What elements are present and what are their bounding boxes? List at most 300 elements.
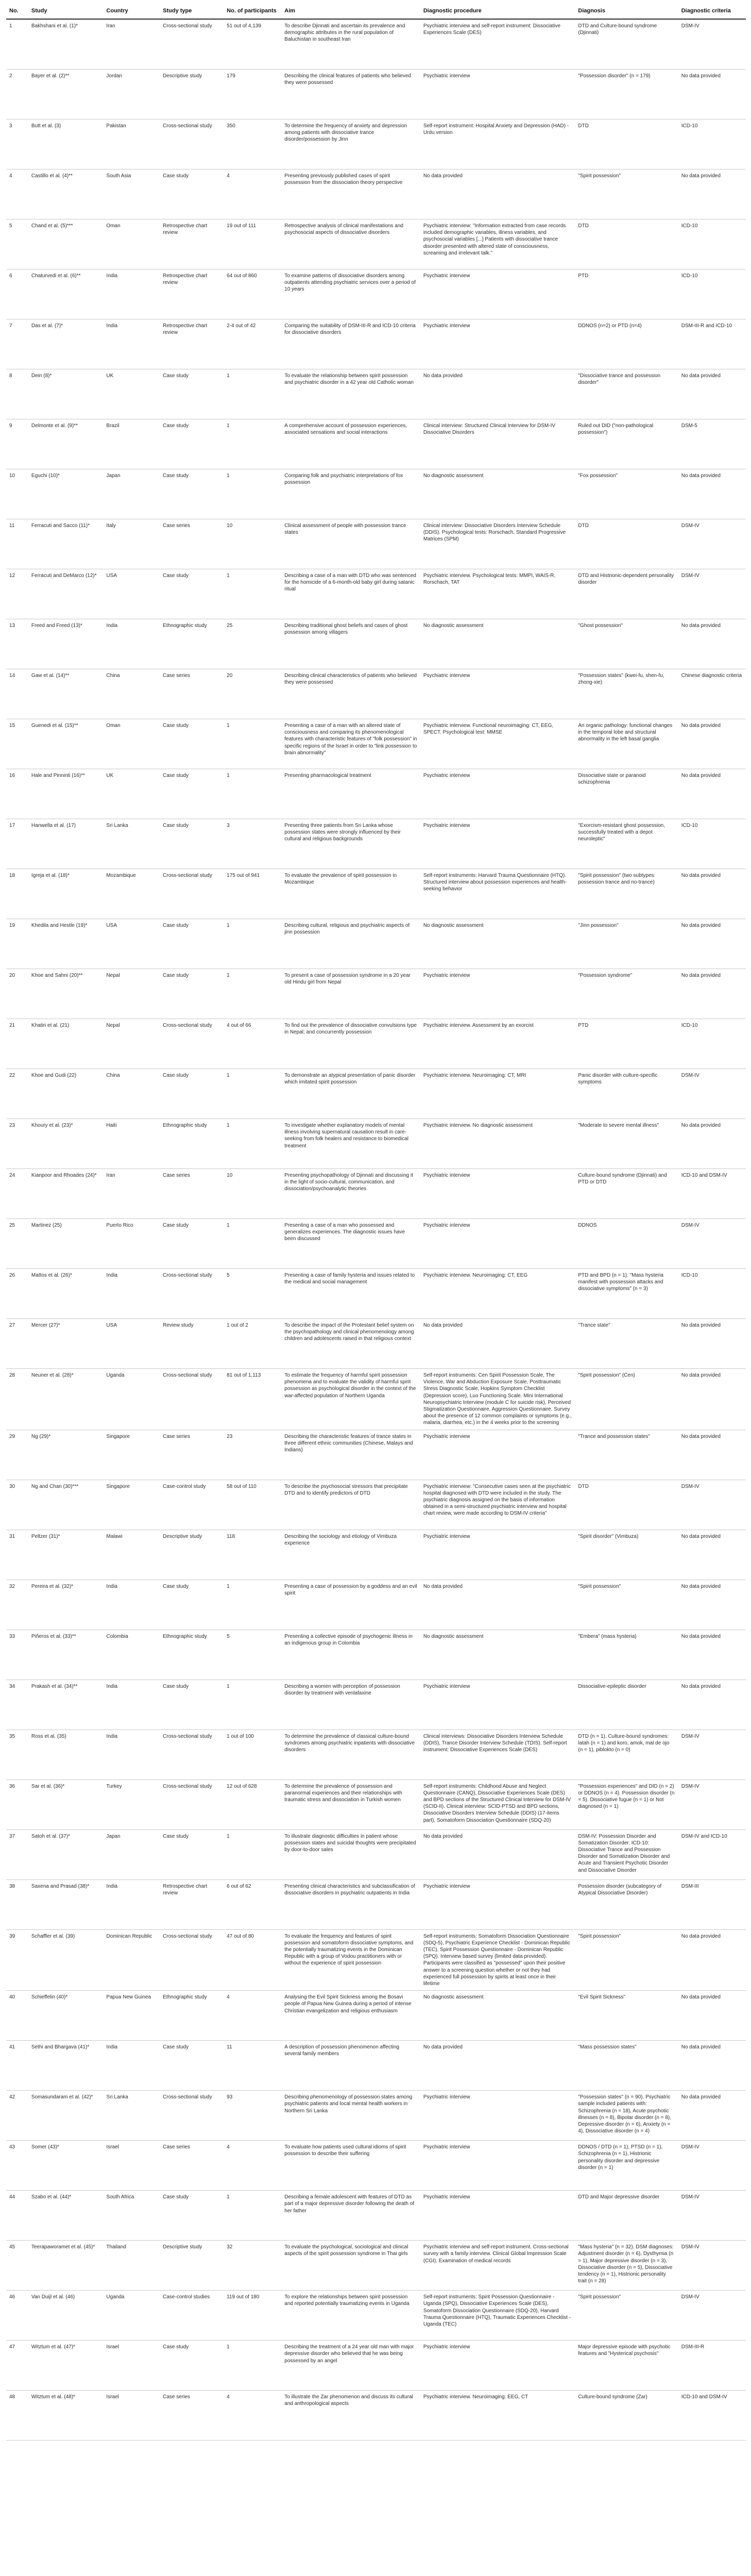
- cell-study-type: Case-control studies: [160, 2291, 224, 2341]
- cell-diagnosis: "Spirit disorder" (Vimbuza): [575, 1530, 678, 1580]
- cell-aim: Describing a female adolescent with features of DTD as part of a major depressive disorder following the death of her father: [281, 2191, 420, 2241]
- cell-study: Chand et al. (5)***: [28, 219, 104, 269]
- cell-no: 1: [6, 19, 28, 70]
- table-row: [6, 519, 746, 569]
- cell-diagnosis: "Trance and possession states": [575, 1430, 678, 1480]
- cell-diagnosis: "Ghost possession": [575, 619, 678, 669]
- cell-country: Israel: [103, 2141, 160, 2191]
- cell-diagnosis: DSM-IV: Possession Disorder and Somatization Disorder. ICD-10: Dissociative Trance and Possession Disorder and Somatization Disorder and Acute and Transient Psychotic Disorder and Dissociative Disorder: [575, 1829, 678, 1879]
- cell-diagnostic-procedure: Psychiatric interview: [420, 1680, 575, 1730]
- cell-study: Dein (8)*: [28, 369, 104, 419]
- cell-no: 23: [6, 1119, 28, 1169]
- cell-study: Khedila and Hestle (19)*: [28, 919, 104, 969]
- cell-aim: Presenting three patients from Sri Lanka whose possession states were strongly influenced by their cultural and religious backgrounds: [281, 819, 420, 869]
- cell-participants: 1: [224, 969, 281, 1019]
- cell-no: 5: [6, 219, 28, 269]
- cell-no: 44: [6, 2191, 28, 2241]
- cell-participants: 10: [224, 519, 281, 569]
- cell-diagnostic-criteria: DSM-III-R and ICD-10: [678, 319, 746, 369]
- cell-participants: 2-4 out of 42: [224, 319, 281, 369]
- cell-diagnostic-criteria: DSM-IV: [678, 19, 746, 70]
- cell-participants: 47 out of 80: [224, 1929, 281, 1991]
- cell-diagnostic-criteria: No data provided: [678, 2091, 746, 2141]
- cell-diagnostic-criteria: DSM-IV: [678, 1219, 746, 1269]
- cell-diagnostic-criteria: DSM-IV and ICD-10: [678, 1829, 746, 1879]
- cell-participants: 1: [224, 719, 281, 769]
- table-row: [6, 419, 746, 469]
- cell-participants: 3: [224, 819, 281, 869]
- cell-study-type: Retrospective chart review: [160, 319, 224, 369]
- cell-aim: Describing the clinical features of patients who believed they were possessed: [281, 70, 420, 120]
- cell-participants: 11: [224, 2041, 281, 2091]
- cell-no: 41: [6, 2041, 28, 2091]
- table-row: [6, 1430, 746, 1480]
- cell-aim: To describe Djinnati and ascertain its prevalence and demographic attributes in the rural population of Baluchistan in southeast Iran: [281, 19, 420, 70]
- cell-participants: 1: [224, 1119, 281, 1169]
- cell-diagnosis: "Possession states" (kwei-fu, shen-fu, zhong-xie): [575, 669, 678, 719]
- cell-study-type: Case study: [160, 719, 224, 769]
- cell-participants: 5: [224, 1630, 281, 1680]
- cell-no: 7: [6, 319, 28, 369]
- cell-diagnosis: "Trance state": [575, 1319, 678, 1369]
- cell-country: India: [103, 1269, 160, 1319]
- cell-diagnosis: "Possession disorder" (n = 179): [575, 70, 678, 120]
- cell-diagnostic-procedure: Psychiatric interview: [420, 1879, 575, 1929]
- cell-diagnostic-criteria: ICD-10: [678, 120, 746, 170]
- cell-study-type: Retrospective chart review: [160, 1879, 224, 1929]
- table-row: [6, 1369, 746, 1430]
- cell-diagnosis: PTD: [575, 1019, 678, 1069]
- cell-diagnostic-criteria: No data provided: [678, 1630, 746, 1680]
- cell-study: Delmonte et al. (9)**: [28, 419, 104, 469]
- cell-country: Israel: [103, 2391, 160, 2441]
- cell-no: 34: [6, 1680, 28, 1730]
- cell-diagnosis: "Embera" (mass hysteria): [575, 1630, 678, 1680]
- cell-diagnosis: "Fox possession": [575, 469, 678, 519]
- cell-participants: 175 out of 941: [224, 869, 281, 919]
- cell-aim: A description of possession phenomenon affecting several family members: [281, 2041, 420, 2091]
- cell-study-type: Case study: [160, 369, 224, 419]
- cell-diagnosis: DTD and Culture-bound syndrome (Djinnati): [575, 19, 678, 70]
- cell-study-type: Case series: [160, 2141, 224, 2191]
- cell-diagnostic-criteria: DSM-IV: [678, 519, 746, 569]
- cell-study: Castillo et al. (4)**: [28, 170, 104, 219]
- cell-diagnostic-criteria: No data provided: [678, 1991, 746, 2041]
- cell-participants: 1: [224, 1219, 281, 1269]
- cell-diagnostic-criteria: DSM-IV: [678, 2191, 746, 2241]
- cell-diagnosis: DTD: [575, 120, 678, 170]
- cell-aim: To find out the prevalence of dissociative convulsions type in Nepal; and concurrently possession: [281, 1019, 420, 1069]
- cell-no: 4: [6, 170, 28, 219]
- table-row: [6, 1879, 746, 1929]
- cell-no: 6: [6, 269, 28, 319]
- cell-aim: To evaluate the psychological, sociological and clinical aspects of the spirit possession syndrome in Thai girls: [281, 2241, 420, 2291]
- cell-diagnostic-criteria: Chinese diagnostic criteria: [678, 669, 746, 719]
- cell-study-type: Case series: [160, 669, 224, 719]
- cell-diagnostic-criteria: No data provided: [678, 1580, 746, 1630]
- cell-no: 37: [6, 1829, 28, 1879]
- cell-no: 35: [6, 1730, 28, 1780]
- cell-aim: To determine the prevalence of classical culture-bound syndromes among psychiatric inpatients with dissociative disorders: [281, 1730, 420, 1780]
- cell-country: Nepal: [103, 1019, 160, 1069]
- cell-diagnostic-procedure: Psychiatric interview. Neuroimaging: CT, EEG: [420, 1269, 575, 1319]
- cell-study-type: Descriptive study: [160, 1530, 224, 1580]
- cell-diagnostic-criteria: DSM-III: [678, 1879, 746, 1929]
- cell-no: 25: [6, 1219, 28, 1269]
- cell-diagnostic-procedure: Psychiatric interview: [420, 819, 575, 869]
- cell-participants: 10: [224, 1169, 281, 1219]
- cell-aim: Describing the sociology and etiology of Vimbuza experience: [281, 1530, 420, 1580]
- cell-participants: 179: [224, 70, 281, 120]
- cell-participants: 32: [224, 2241, 281, 2291]
- cell-aim: Presenting a case of family hysteria and issues related to the medical and social management: [281, 1269, 420, 1319]
- cell-no: 32: [6, 1580, 28, 1630]
- cell-study: Sar et al. (36)*: [28, 1780, 104, 1829]
- cell-country: Thailand: [103, 2241, 160, 2291]
- cell-diagnostic-criteria: No data provided: [678, 1530, 746, 1580]
- cell-country: UK: [103, 769, 160, 819]
- cell-study: Ng and Chan (30)***: [28, 1480, 104, 1530]
- cell-study-type: Case study: [160, 919, 224, 969]
- cell-diagnostic-criteria: DSM-IV: [678, 1480, 746, 1530]
- cell-study: Mercer (27)*: [28, 1319, 104, 1369]
- cell-study: Teerapaworamet et al. (45)*: [28, 2241, 104, 2291]
- cell-participants: 12 out of 628: [224, 1780, 281, 1829]
- cell-study-type: Cross-sectional study: [160, 120, 224, 170]
- cell-country: Singapore: [103, 1430, 160, 1480]
- cell-diagnostic-procedure: No diagnostic assessment: [420, 619, 575, 669]
- cell-study-type: Case series: [160, 1169, 224, 1219]
- cell-participants: 93: [224, 2091, 281, 2141]
- cell-study-type: Cross-sectional study: [160, 1730, 224, 1780]
- cell-aim: To illustrate diagnostic difficulties in patient whose possession states and suicidal thoughts were precipitated by door-to-door sales: [281, 1829, 420, 1879]
- cell-diagnostic-criteria: ICD-10 and DSM-IV: [678, 2391, 746, 2441]
- cell-diagnostic-criteria: DSM-IV: [678, 2241, 746, 2291]
- table-row: [6, 1630, 746, 1680]
- cell-no: 40: [6, 1991, 28, 2041]
- header-study-type: Study type: [160, 4, 224, 19]
- cell-diagnostic-criteria: ICD-10: [678, 819, 746, 869]
- cell-no: 29: [6, 1430, 28, 1480]
- cell-diagnostic-criteria: DSM-IV: [678, 1780, 746, 1829]
- cell-diagnostic-criteria: No data provided: [678, 1319, 746, 1369]
- cell-country: India: [103, 1680, 160, 1730]
- cell-country: South Africa: [103, 2191, 160, 2241]
- cell-study-type: Review study: [160, 1319, 224, 1369]
- cell-country: Turkey: [103, 1780, 160, 1829]
- cell-diagnosis: "Jinn possession": [575, 919, 678, 969]
- cell-diagnosis: "Mass possession states": [575, 2041, 678, 2091]
- cell-aim: Analysing the Evil Spirit Sickness among the Bosavi people of Papua New Guinea during a period of intense Christian evangelization and religious enthusiasm: [281, 1991, 420, 2041]
- cell-diagnostic-criteria: ICD-10: [678, 219, 746, 269]
- cell-diagnosis: PTD and BPD (n = 1). "Mass hysteria manifest with possession attacks and dissociative symptoms" (n = 3): [575, 1269, 678, 1319]
- cell-diagnostic-procedure: Psychiatric interview: [420, 1430, 575, 1480]
- cell-study-type: Case series: [160, 519, 224, 569]
- cell-study-type: Cross-sectional study: [160, 19, 224, 70]
- cell-diagnosis: PTD: [575, 269, 678, 319]
- cell-aim: To present a case of possession syndrome in a 20 year old Hindu girl from Nepal: [281, 969, 420, 1019]
- cell-diagnostic-procedure: No data provided: [420, 369, 575, 419]
- cell-diagnostic-criteria: No data provided: [678, 70, 746, 120]
- cell-participants: 4: [224, 1991, 281, 2041]
- cell-diagnostic-procedure: Psychiatric interview. Neuroimaging: EEG, CT: [420, 2391, 575, 2441]
- cell-aim: Presenting previously published cases of spirit possession from the dissociation theory perspective: [281, 170, 420, 219]
- cell-diagnostic-procedure: Psychiatric interview: [420, 2141, 575, 2191]
- cell-participants: 1: [224, 569, 281, 619]
- cell-country: Dominican Republic: [103, 1929, 160, 1991]
- cell-diagnostic-criteria: No data provided: [678, 469, 746, 519]
- cell-country: India: [103, 1879, 160, 1929]
- table-row: [6, 769, 746, 819]
- header-row: [6, 4, 746, 19]
- cell-participants: 23: [224, 1430, 281, 1480]
- cell-aim: To evaluate how patients used cultural idioms of spirit possession to describe their suffering: [281, 2141, 420, 2191]
- cell-diagnosis: DTD and Histrionic-dependent personality disorder: [575, 569, 678, 619]
- table-row: [6, 1269, 746, 1319]
- cell-country: India: [103, 269, 160, 319]
- table-row: [6, 1991, 746, 2041]
- cell-diagnostic-procedure: Psychiatric interview: "Information extracted from case records included demographic variables, illness variables, and psychosocial variables [...] Patients with dissociative trance disorder presented with altered state of consciousness, screaming and irrelevant talk.": [420, 219, 575, 269]
- cell-diagnosis: Dissociative-epileptic disorder: [575, 1680, 678, 1730]
- cell-country: UK: [103, 369, 160, 419]
- cell-aim: Comparing folk and psychiatric interpretations of fox possession: [281, 469, 420, 519]
- cell-no: 42: [6, 2091, 28, 2141]
- cell-study: Saxena and Prasad (38)*: [28, 1879, 104, 1929]
- cell-country: USA: [103, 919, 160, 969]
- table-row: [6, 1219, 746, 1269]
- cell-study-type: Case study: [160, 769, 224, 819]
- cell-diagnostic-procedure: No data provided: [420, 1829, 575, 1879]
- cell-study-type: Cross-sectional study: [160, 1780, 224, 1829]
- cell-aim: To evaluate the prevalence of spirit possession in Mozambique: [281, 869, 420, 919]
- cell-study-type: Cross-sectional study: [160, 1369, 224, 1430]
- cell-study: Igreja et al. (18)*: [28, 869, 104, 919]
- cell-diagnosis: "Dissociative trance and possession disorder": [575, 369, 678, 419]
- cell-diagnostic-procedure: Psychiatric interview: [420, 769, 575, 819]
- cell-study-type: Cross-sectional study: [160, 1929, 224, 1991]
- cell-participants: 4: [224, 2141, 281, 2191]
- cell-study: Schaffler et al. (39): [28, 1929, 104, 1991]
- table-row: [6, 120, 746, 170]
- cell-aim: Presenting a case of possession by a goddess and an evil spirit: [281, 1580, 420, 1630]
- cell-diagnostic-procedure: No data provided: [420, 2041, 575, 2091]
- cell-study-type: Case study: [160, 419, 224, 469]
- cell-study: Khatiri et al. (21): [28, 1019, 104, 1069]
- cell-diagnosis: An organic pathology: functional changes in the temporal lobe and structural abnormality in the left basal ganglia: [575, 719, 678, 769]
- table-row: [6, 2191, 746, 2241]
- cell-diagnosis: "Possession states" (n = 90). Psychiatric sample included patients with: Schizophrenia (n = 18), Acute psychotic illnesses (n = 8), Bipolar disorder (n = 8), Depressive disorder (n = 6), Anxiety (n = 4), Dissociative disorder (n = 4): [575, 2091, 678, 2141]
- cell-diagnostic-procedure: No diagnostic assessment: [420, 469, 575, 519]
- cell-participants: 4: [224, 170, 281, 219]
- cell-diagnostic-criteria: No data provided: [678, 869, 746, 919]
- table-row: [6, 919, 746, 969]
- cell-study-type: Case study: [160, 819, 224, 869]
- cell-diagnostic-criteria: No data provided: [678, 1929, 746, 1991]
- cell-study: Khoe and Gudi (22): [28, 1069, 104, 1119]
- cell-no: 13: [6, 619, 28, 669]
- table-row: [6, 1019, 746, 1069]
- cell-participants: 64 out of 860: [224, 269, 281, 319]
- cell-aim: Describing the treatment of a 24 year old man with major depressive disorder who believed that he was being possessed by an angel: [281, 2341, 420, 2391]
- cell-study: Van Duijl et al. (46): [28, 2291, 104, 2341]
- cell-diagnostic-procedure: Self-report instrument: Hospital Anxiety and Depression (HAD) - Urdu version: [420, 120, 575, 170]
- cell-aim: Describing clinical characteristics of patients who believed they were possessed: [281, 669, 420, 719]
- cell-country: Sri Lanka: [103, 819, 160, 869]
- cell-diagnostic-procedure: No data provided: [420, 1580, 575, 1630]
- cell-study-type: Case study: [160, 969, 224, 1019]
- table-row: [6, 269, 746, 319]
- cell-participants: 5: [224, 1269, 281, 1319]
- cell-diagnostic-criteria: DSM-IV: [678, 2141, 746, 2191]
- table-row: [6, 1530, 746, 1580]
- cell-study: Guenedi et al. (15)**: [28, 719, 104, 769]
- cell-country: USA: [103, 569, 160, 619]
- table-row: [6, 1829, 746, 1879]
- header-diagnostic-procedure: Diagnostic procedure: [420, 4, 575, 19]
- cell-study: Ng (29)*: [28, 1430, 104, 1480]
- cell-country: Brazil: [103, 419, 160, 469]
- cell-study: Martinez (25): [28, 1219, 104, 1269]
- cell-no: 18: [6, 869, 28, 919]
- cell-aim: Presenting a case of a man with an altered state of consciousness and comparing its phenomenological features with characteristic features of "folk possession" in specific regions of the Israel in order to "link possession to brain abnormality": [281, 719, 420, 769]
- table-header: [6, 4, 746, 19]
- cell-country: India: [103, 1580, 160, 1630]
- cell-country: Sri Lanka: [103, 2091, 160, 2141]
- cell-no: 30: [6, 1480, 28, 1530]
- cell-diagnosis: DTD: [575, 219, 678, 269]
- cell-diagnostic-procedure: No data provided: [420, 1319, 575, 1369]
- cell-aim: Clinical assessment of people with possession trance states: [281, 519, 420, 569]
- cell-no: 28: [6, 1369, 28, 1430]
- cell-study-type: Retrospective chart review: [160, 269, 224, 319]
- cell-aim: Describing cultural, religious and psychiatric aspects of jinn possession: [281, 919, 420, 969]
- cell-study-type: Descriptive study: [160, 70, 224, 120]
- table-row: [6, 669, 746, 719]
- cell-aim: To evaluate the relationship between spirit possession and psychiatric disorder in a 42 year old Catholic woman: [281, 369, 420, 419]
- cell-diagnostic-procedure: Psychiatric interview: "Consecutive cases seen at the psychiatric hospital diagnosed with DTD were included in the study. The psychiatric diagnosis assigned on the basis of information obtained in a semi-structured psychiatric interview and hospital chart review, were made according to DSM-IV criteria": [420, 1480, 575, 1530]
- cell-participants: 1 out of 2: [224, 1319, 281, 1369]
- cell-diagnostic-criteria: ICD-10: [678, 269, 746, 319]
- cell-no: 24: [6, 1169, 28, 1219]
- table-row: [6, 1730, 746, 1780]
- table-row: [6, 1069, 746, 1119]
- cell-aim: To demonstrate an atypical presentation of panic disorder which imitated spirit possession: [281, 1069, 420, 1119]
- table-row: [6, 319, 746, 369]
- cell-diagnosis: DDNOS / DTD (n = 1), PTSD (n = 1), Schizophrenia (n = 1), Histrionic personality disorder and depressive disorder (n = 1): [575, 2141, 678, 2191]
- cell-country: Japan: [103, 1829, 160, 1879]
- cell-diagnostic-criteria: No data provided: [678, 170, 746, 219]
- cell-study-type: Descriptive study: [160, 2241, 224, 2291]
- cell-study: Szabo et al. (44)*: [28, 2191, 104, 2241]
- table-row: [6, 1319, 746, 1369]
- table-row: [6, 2041, 746, 2091]
- cell-country: Uganda: [103, 1369, 160, 1430]
- table-body: [6, 19, 746, 2441]
- cell-country: Japan: [103, 469, 160, 519]
- cell-diagnosis: DDNOS: [575, 1219, 678, 1269]
- cell-no: 19: [6, 919, 28, 969]
- cell-no: 17: [6, 819, 28, 869]
- cell-no: 33: [6, 1630, 28, 1680]
- cell-country: India: [103, 619, 160, 669]
- cell-diagnostic-procedure: Self-report instruments: Somatoform Dissociation Questionnaire (SDQ-5), Psychiatric Experience Checklist - Dominican Republic (TEC), Spirit Possession Questionnaire - Dominican Republic (SPQ). Interview based survey (limited data provided). Participants were classified as "possessed" upon their positive answer to a screening question whether or not they had experienced full possession by spirits at least once in their lifetime: [420, 1929, 575, 1991]
- cell-participants: 51 out of 4,139: [224, 19, 281, 70]
- table-row: [6, 469, 746, 519]
- cell-participants: 1: [224, 1580, 281, 1630]
- cell-participants: 1: [224, 1829, 281, 1879]
- header-study: Study: [28, 4, 104, 19]
- cell-diagnostic-criteria: DSM-IV: [678, 569, 746, 619]
- cell-aim: Describing a case of a man with DTD who was sentenced for the homicide of a 6-month-old baby girl during satanic ritual: [281, 569, 420, 619]
- header-no: No.: [6, 4, 28, 19]
- table-row: [6, 569, 746, 619]
- cell-study-type: Case series: [160, 2391, 224, 2441]
- cell-study: Gaw et al. (14)**: [28, 669, 104, 719]
- cell-diagnostic-criteria: No data provided: [678, 1369, 746, 1430]
- cell-aim: To examine patterns of dissociative disorders among outpatients attending psychiatric services over a period of 10 years: [281, 269, 420, 319]
- cell-study: Butt et al. (3): [28, 120, 104, 170]
- cell-diagnostic-procedure: No diagnostic assessment: [420, 919, 575, 969]
- cell-diagnostic-criteria: ICD-10: [678, 1269, 746, 1319]
- cell-no: 20: [6, 969, 28, 1019]
- cell-aim: Presenting pharmacological treatment: [281, 769, 420, 819]
- cell-aim: To evaluate the frequency and features of spirit possession and somatoform dissociative symptoms, and the potentially traumatizing events in the Dominican Republic with a group of Vodou practitioners with or without the experience of spirit possession: [281, 1929, 420, 1991]
- cell-study-type: Case study: [160, 1680, 224, 1730]
- cell-diagnostic-procedure: Clinical interviews: Dissociative Disorders Interview Schedule (DDIS), Trance Disorder Interview Schedule (TDIS). Self-report instrument: Dissociative Experiences Scale (DES): [420, 1730, 575, 1780]
- cell-participants: 19 out of 111: [224, 219, 281, 269]
- table-row: [6, 2291, 746, 2341]
- cell-participants: 1: [224, 369, 281, 419]
- header-country: Country: [103, 4, 160, 19]
- cell-diagnostic-criteria: DSM-III-R: [678, 2341, 746, 2391]
- table-row: [6, 1680, 746, 1730]
- cell-diagnostic-procedure: Psychiatric interview: [420, 2191, 575, 2241]
- header-aim: Aim: [281, 4, 420, 19]
- cell-no: 38: [6, 1879, 28, 1929]
- cell-study-type: Case study: [160, 569, 224, 619]
- cell-no: 8: [6, 369, 28, 419]
- cell-diagnostic-criteria: No data provided: [678, 919, 746, 969]
- cell-diagnostic-procedure: Psychiatric interview and self-report instrument: Dissociative Experiences Scale (DES): [420, 19, 575, 70]
- cell-diagnostic-criteria: No data provided: [678, 969, 746, 1019]
- cell-country: Oman: [103, 719, 160, 769]
- cell-study: Pereira et al. (32)*: [28, 1580, 104, 1630]
- cell-aim: Describing a women with perception of possession disorder by treatment with venlafaxine: [281, 1680, 420, 1730]
- table-row: [6, 2091, 746, 2141]
- cell-participants: 20: [224, 669, 281, 719]
- cell-study-type: Case study: [160, 1069, 224, 1119]
- cell-study: Eguchi (10)*: [28, 469, 104, 519]
- cell-study: Das et al. (7)*: [28, 319, 104, 369]
- cell-aim: Comparing the suitability of DSM-III-R and ICD-10 criteria for dissociative disorders: [281, 319, 420, 369]
- cell-diagnostic-criteria: No data provided: [678, 769, 746, 819]
- table-row: [6, 70, 746, 120]
- cell-diagnosis: "Spirit possession" (two subtypes: possession trance and no-trance): [575, 869, 678, 919]
- cell-study: Neuner et al. (28)*: [28, 1369, 104, 1430]
- cell-country: Malawi: [103, 1530, 160, 1580]
- table-row: [6, 2391, 746, 2441]
- cell-country: India: [103, 1730, 160, 1780]
- cell-aim: To describe the impact of the Protestant belief system on the psychopathology and clinical phenomenology among children and adolescents raised in that religious context: [281, 1319, 420, 1369]
- table-row: [6, 619, 746, 669]
- cell-participants: 6 out of 62: [224, 1879, 281, 1929]
- cell-diagnostic-procedure: Psychiatric interview: [420, 319, 575, 369]
- cell-diagnostic-procedure: No data provided: [420, 170, 575, 219]
- cell-no: 11: [6, 519, 28, 569]
- cell-diagnostic-criteria: DSM-IV: [678, 2291, 746, 2341]
- cell-study: Piñeros et al. (33)**: [28, 1630, 104, 1680]
- cell-diagnostic-procedure: Psychiatric interview: [420, 2341, 575, 2391]
